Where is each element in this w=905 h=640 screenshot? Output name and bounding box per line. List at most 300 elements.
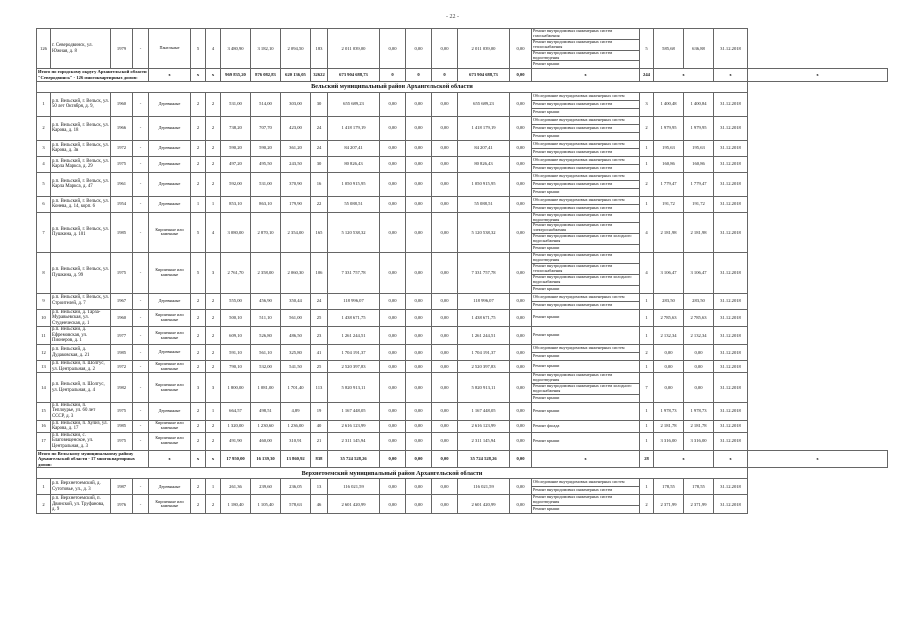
row-a1: 2 761,70 [221,253,251,293]
row-date: 31.12.2018 [714,92,748,116]
row-ppl: 165 [311,212,328,252]
row-cost: 55 088,51 [328,196,380,212]
row-year: 1975 [111,253,133,293]
row-date: 31.12.2018 [714,345,748,361]
row-number: 14 [37,373,51,403]
row-number: 5 [37,172,51,196]
row-year: 1961 [111,172,133,196]
row-c1: 1 [640,361,654,373]
row-a1: 592,00 [221,172,251,196]
row-number: 1 [37,92,51,116]
row-a3: 2 354,00 [281,212,311,252]
row-cost: 2 520 397,83 [328,361,380,373]
row-year: 1985 [111,345,133,361]
row-ppl: 21 [311,432,328,450]
row-c2: 0,00 [654,373,684,403]
table-row [37,253,888,264]
row-date: 31.12.2018 [714,196,748,212]
row-work-type: Ремонт внутридомовых инженерных систем [532,204,640,212]
row-z2: 0,00 [406,156,432,172]
row-c2: 283,50 [654,293,684,309]
row-ent: 2 [206,345,221,361]
row-z4: 0,00 [510,345,532,361]
row-wall-material: Кирпичные или каменные [149,212,191,252]
row-ppl: 23 [311,327,328,345]
row-year: 1972 [111,140,133,156]
row-a2: 531,00 [251,172,281,196]
total-z1: 0 [380,69,406,81]
row-work-type: Ремонт внутридомовых инженерных систем холодного водоснабжения [532,274,640,285]
row-z1: 0,00 [380,420,406,432]
row-cost: 2 011 039,00 [328,29,380,69]
row-number: 12 [37,345,51,361]
table-row [37,373,888,384]
row-wall-material: Деревянные [149,140,191,156]
row-z2: 0,00 [406,327,432,345]
row-ent: 2 [206,92,221,116]
row-cost: 80 826,43 [328,156,380,172]
row-cost2: 84 207,41 [458,140,510,156]
table-row [37,293,888,301]
row-cost2: 1 050 915,95 [458,172,510,196]
row-ppl: 183 [311,29,328,69]
row-c3: 1 779,47 [684,172,714,196]
row-z3: 0,00 [432,402,458,420]
row-ppl: 13 [311,479,328,495]
row-date: 31.12.2018 [714,432,748,450]
row-z1: 0,00 [380,327,406,345]
row-work-type: Ремонт внутридомовых инженерных систем холодного водоснабжения [532,234,640,245]
row-work-type: Обследование внутридомовых инженерных систем [532,92,640,100]
row-wall-material: Кирпичные или каменные [149,373,191,403]
row-number: 9 [37,293,51,309]
row-work-type: Обследование внутридомовых инженерных систем [532,156,640,164]
row-wall-material: Кирпичные или каменные [149,327,191,345]
row-work-type: Обследование внутридомовых инженерных систем [532,196,640,204]
row-z3: 0,00 [432,196,458,212]
row-z1: 0,00 [380,140,406,156]
total-a1: 17 950,00 [221,450,251,468]
row-a3: 2 060,30 [281,253,311,293]
row-a3: 1 701,40 [281,373,311,403]
row-z4: 0,00 [510,373,532,403]
row-fl: 2 [191,92,206,116]
total-z3: 0 [432,69,458,81]
row-cost2: 2 616 123,99 [458,420,510,432]
row-ent: 2 [206,156,221,172]
row-z3: 0,00 [432,212,458,252]
row-address: р.п. Вельский, г. Вельск, ул. 50 лет Октября, д. 9, [51,92,111,116]
row-c2: 0,00 [654,361,684,373]
row-dash: - [133,327,149,345]
row-work-type: Обследование внутридомовых инженерных систем [532,293,640,301]
row-a2: 526,80 [251,327,281,345]
row-cost2: 118 996,07 [458,293,510,309]
row-z2: 0,00 [406,309,432,327]
section-row [37,468,888,479]
row-cost2: 2 011 039,00 [458,29,510,69]
total-z1: 0,00 [380,450,406,468]
table-row [37,345,888,353]
row-fl: 2 [191,432,206,450]
row-z3: 0,00 [432,253,458,293]
row-work-type: Обследование внутридомовых инженерных систем [532,345,640,353]
row-ent: 2 [206,116,221,140]
table-row [37,432,888,450]
row-address: р.п. Вельский, п. Теплоурье, ул. 60 лет СССР, д. 3 [51,402,111,420]
row-work-type: Ремонт крыши [532,245,640,253]
row-work-type: Ремонт внутридомовых инженерных систем теплоснабжения [532,39,640,50]
row-cost2: 55 088,51 [458,196,510,212]
row-z2: 0,00 [406,29,432,69]
row-year: 1976 [111,495,133,514]
row-fl: 3 [191,373,206,403]
row-work-type: Ремонт внутридомовых инженерных систем водоотведения [532,212,640,223]
total-z2: 0 [406,69,432,81]
row-dash: - [133,253,149,293]
row-a3: 4,89 [281,402,311,420]
row-ent: 4 [206,212,221,252]
row-a3: 541,50 [281,361,311,373]
row-a1: 591,10 [221,345,251,361]
row-year: 1975 [111,156,133,172]
row-z3: 0,00 [432,420,458,432]
row-a1: 790,10 [221,361,251,373]
total-cost2: 673 904 688,73 [458,69,510,81]
row-ppl: 24 [311,293,328,309]
row-wall-material: Деревянные [149,196,191,212]
row-fl: 1 [191,196,206,212]
row-c2: 0,00 [654,345,684,361]
row-wall-material: Кирпичные или каменные [149,253,191,293]
row-number: 17 [37,432,51,450]
row-a3: 561,00 [281,309,311,327]
row-date: 31.12.2018 [714,293,748,309]
row-c2: 3 106,47 [654,253,684,293]
total-entrances: x [206,69,221,81]
row-c3: 0,00 [684,345,714,361]
row-wall-material: Деревянные [149,172,191,196]
row-ent: 4 [206,29,221,69]
total-date: x [748,69,888,81]
row-a2: 590,20 [251,140,281,156]
total-dash: x [149,450,191,468]
total-cost: 35 724 528,26 [328,450,380,468]
row-z1: 0,00 [380,432,406,450]
row-work-type: Ремонт крыши [532,353,640,361]
table-row [37,212,888,223]
row-cost: 655 689,23 [328,92,380,116]
row-date: 31.12.2018 [714,29,748,69]
row-number: 2 [37,495,51,514]
row-a2: 511,10 [251,309,281,327]
row-ppl: 24 [311,116,328,140]
row-work-type: Ремонт внутридомовых инженерных систем электроснабжения [532,223,640,234]
row-fl: 2 [191,402,206,420]
total-mark: x [532,69,640,81]
total-c3: x [714,450,748,468]
row-date: 31.12.2018 [714,172,748,196]
row-c3: 0,00 [684,361,714,373]
row-a1: 609,10 [221,327,251,345]
row-date: 31.12.2018 [714,327,748,345]
row-date: 31.12.2018 [714,140,748,156]
row-z4: 0,00 [510,402,532,420]
row-year: 1985 [111,212,133,252]
total-floors: x [191,450,206,468]
row-a1: 555,00 [221,293,251,309]
row-ent: 2 [206,361,221,373]
row-z2: 0,00 [406,172,432,196]
row-a1: 1 320,00 [221,420,251,432]
row-c2: 1 978,73 [654,402,684,420]
table-row [37,172,888,180]
row-c1: 1 [640,140,654,156]
total-row [37,69,888,81]
row-number: 13 [37,361,51,373]
total-title: Итого по Вельскому муниципальному району Архангельской области - 17 многоквартирных домов: [37,450,149,468]
row-z2: 0,00 [406,373,432,403]
table-row [37,309,888,327]
row-work-type: Ремонт крыши [532,432,640,450]
total-dash: x [149,69,191,81]
row-number: 11 [37,327,51,345]
total-date: x [748,450,888,468]
row-wall-material: Деревянные [149,293,191,309]
row-c3: 1 400,84 [684,92,714,116]
row-ent: 3 [206,373,221,403]
row-z1: 0,00 [380,196,406,212]
row-work-type: Ремонт крыши [532,394,640,402]
row-a1: 590,20 [221,140,251,156]
row-ppl: 19 [311,402,328,420]
row-work-type: Ремонт крыши [532,285,640,293]
row-c3: 191,72 [684,196,714,212]
row-number: 3 [37,140,51,156]
row-work-type: Ремонт внутридомовых инженерных систем водоотведения [532,253,640,264]
row-cost2: 655 689,23 [458,92,510,116]
row-a2: 863,10 [251,196,281,212]
row-year: 1967 [111,293,133,309]
row-ent: 1 [206,479,221,495]
row-z4: 0,00 [510,420,532,432]
row-c2: 191,72 [654,196,684,212]
row-z4: 0,00 [510,309,532,327]
row-cost: 5 820 913,11 [328,373,380,403]
total-ppl: 838 [311,450,328,468]
row-address: р.п. Вельский, д. Дудаковская, д. 21 [51,345,111,361]
row-date: 31.12.2018 [714,309,748,327]
row-dash: - [133,432,149,450]
row-a3: 310,91 [281,432,311,450]
row-dash: - [133,479,149,495]
row-dash: - [133,172,149,196]
table-row [37,327,888,345]
row-address: р.п. Вельский, г. Вельск, ул. Карла Маркса, д. 29 [51,156,111,172]
row-z2: 0,00 [406,140,432,156]
row-number: 1 [37,479,51,495]
row-z4: 0,00 [510,92,532,116]
row-fl: 2 [191,309,206,327]
total-z3: 0,00 [432,450,458,468]
table-row [37,420,888,432]
row-date: 31.12.2018 [714,420,748,432]
row-date: 31.12.2018 [714,253,748,293]
row-wall-material: Кирпичные или каменные [149,432,191,450]
row-work-type: Обследование внутридомовых инженерных систем [532,479,640,487]
table-row [37,140,888,148]
row-year: 1975 [111,402,133,420]
row-ppl: 16 [311,172,328,196]
row-a1: 3 480,90 [221,29,251,69]
row-ent: 2 [206,140,221,156]
row-year: 1977 [111,327,133,345]
row-cost2: 5 820 913,11 [458,373,510,403]
row-a3: 361,20 [281,140,311,156]
total-c3: x [714,69,748,81]
row-c1: 2 [640,172,654,196]
row-a2: 1 230,60 [251,420,281,432]
total-c1: 244 [640,69,654,81]
row-cost: 1 261 244,51 [328,327,380,345]
row-c1: 1 [640,196,654,212]
row-c1: 1 [640,432,654,450]
row-cost2: 1 261 244,51 [458,327,510,345]
row-z3: 0,00 [432,29,458,69]
row-fl: 2 [191,361,206,373]
row-z3: 0,00 [432,92,458,116]
row-z1: 0,00 [380,402,406,420]
row-c3: 195,63 [684,140,714,156]
row-c1: 1 [640,309,654,327]
row-fl: 2 [191,495,206,514]
row-c1: 2 [640,116,654,140]
row-ppl: 30 [311,156,328,172]
table-row [37,116,888,124]
row-number: 16 [37,420,51,432]
table-row [37,29,888,40]
row-c1: 4 [640,253,654,293]
row-ppl: 30 [311,92,328,116]
row-a3: 236,05 [281,479,311,495]
row-number: 6 [37,196,51,212]
section-title: Вельский муниципальный район Архангельской области [37,81,748,92]
row-a2: 561,10 [251,345,281,361]
row-a2: 460,00 [251,432,281,450]
total-cost: 673 904 688,73 [328,69,380,81]
row-fl: 5 [191,29,206,69]
row-c1: 2 [640,495,654,514]
row-cost: 84 207,41 [328,140,380,156]
row-c2: 1 400,48 [654,92,684,116]
row-cost: 7 331 757,78 [328,253,380,293]
row-cost2: 7 331 757,78 [458,253,510,293]
table-body [37,29,888,514]
row-fl: 2 [191,345,206,361]
row-c2: 195,63 [654,140,684,156]
row-dash: - [133,345,149,361]
row-dash: - [133,293,149,309]
row-a1: 1 800,00 [221,373,251,403]
row-work-type: Ремонт крыши [532,188,640,196]
row-ent: 1 [206,196,221,212]
row-a3: 2 094,50 [281,29,311,69]
row-z1: 0,00 [380,479,406,495]
row-z1: 0,00 [380,345,406,361]
total-a2: 876 082,83 [251,69,281,81]
total-title: Итого по городскому округу Архангельской области "Северодвинск" - 126 многоквартирных домов: [38,69,147,81]
row-cost: 1 438 671,75 [328,309,380,327]
row-cost2: 5 120 538,32 [458,212,510,252]
row-c2: 1 779,47 [654,172,684,196]
row-cost: 2 616 123,99 [328,420,380,432]
row-work-type: Ремонт крыши [532,108,640,116]
row-a1: 497,20 [221,156,251,172]
row-z1: 0,00 [380,495,406,514]
row-z1: 0,00 [380,253,406,293]
row-date: 31.12.2018 [714,212,748,252]
row-a2: 707,70 [251,116,281,140]
row-address: р.п. Вельский, п. Хулиз, ул. Карова, д. 17 [51,420,111,432]
row-a2: 495,50 [251,156,281,172]
row-ent: 2 [206,432,221,450]
row-z4: 0,00 [510,29,532,69]
row-z1: 0,00 [380,212,406,252]
row-work-type: Ремонт крыши [532,61,640,69]
row-z3: 0,00 [432,140,458,156]
row-wall-material: Деревянные [149,156,191,172]
row-date: 31.12.2018 [714,495,748,514]
total-a3: 13 860,92 [281,450,311,468]
row-cost2: 1 418 179,19 [458,116,510,140]
row-wall-material: Кирпичные или каменные [149,420,191,432]
page-number: - 22 - [446,14,459,20]
row-ppl: 113 [311,373,328,403]
row-dash: - [133,116,149,140]
row-address: р.п. Вельский, г. Вельск, ул. Карла Маркса, д. 47 [51,172,111,196]
row-ent: 2 [206,293,221,309]
row-fl: 2 [191,327,206,345]
row-work-type: Ремонт внутридомовых инженерных систем газоснабжения [532,29,640,40]
row-dash: - [133,420,149,432]
row-z4: 0,00 [510,196,532,212]
row-year: 1966 [111,116,133,140]
row-a2: 1 105,40 [251,495,281,514]
row-a3: 578,63 [281,495,311,514]
row-address: р.п. Вельский, д. Тарза-Муравьевская, ул. Студенческая, д. 1 [51,309,111,327]
row-year: 1960 [111,309,133,327]
row-z4: 0,00 [510,253,532,293]
row-work-type: Ремонт крыши [532,361,640,373]
row-address: р.п. Верхнетоемский, п. Двинской, ул. Труфанова, д. 9 [51,495,111,514]
row-ppl: 22 [311,196,328,212]
row-c1: 1 [640,293,654,309]
row-a2: 1 081,00 [251,373,281,403]
row-c2: 2 371,99 [654,495,684,514]
total-c1: 28 [640,450,654,468]
row-work-type: Обследование внутридомовых инженерных систем [532,116,640,124]
row-ppl: 46 [311,495,328,514]
row-c2: 2 785,63 [654,309,684,327]
row-dash: - [133,140,149,156]
row-c3: 178,55 [684,479,714,495]
total-z2: 0,00 [406,450,432,468]
row-z1: 0,00 [380,92,406,116]
row-fl: 2 [191,479,206,495]
row-ppl: 40 [311,420,328,432]
table-row [37,196,888,204]
row-dash: - [133,402,149,420]
